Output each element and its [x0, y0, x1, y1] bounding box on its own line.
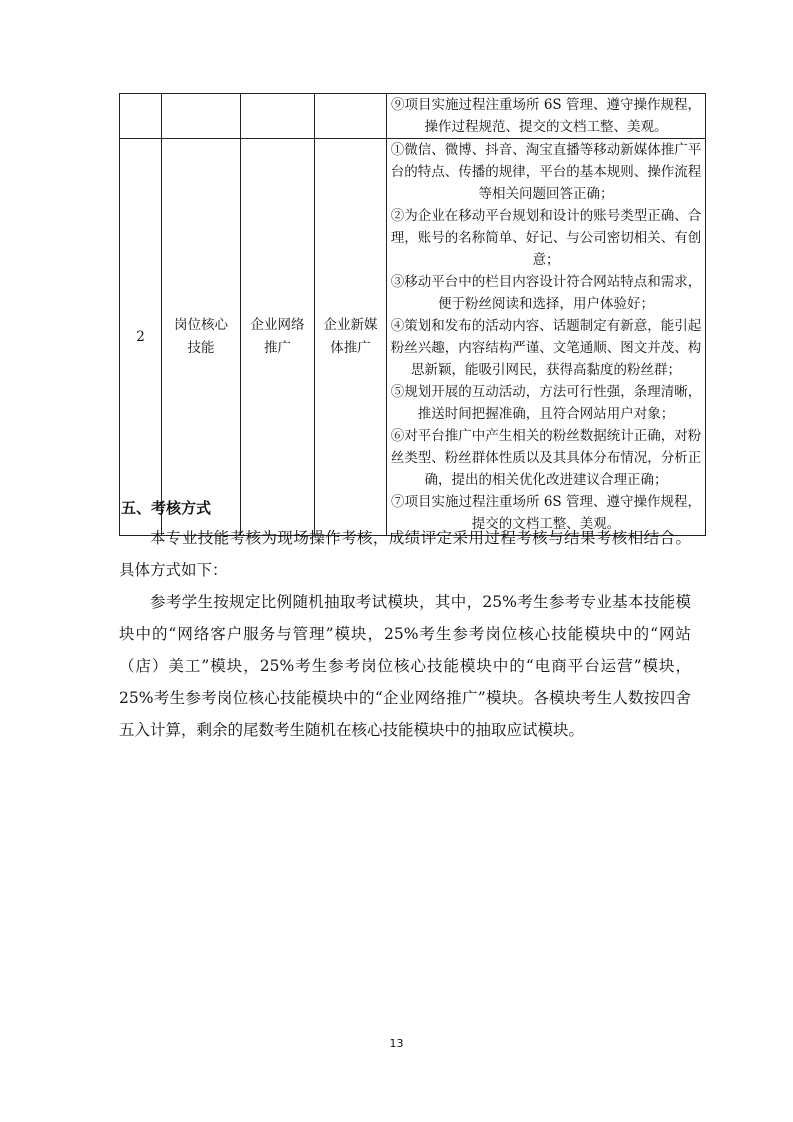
table-row-continued	[120, 94, 706, 139]
criterion-item-7: ⑦项目实施过程注重场所 6S 管理、遵守操作规程，提交的文档工整、美观。	[391, 494, 701, 532]
assessment-table	[119, 93, 706, 536]
row-number: 2	[136, 328, 145, 345]
cell-module	[241, 139, 315, 536]
criterion-item-1: ①微信、微博、抖音、淘宝直播等移动新媒体推广平台的特点、传播的规律，平台的基本规则、操作流程等相关问题回答正确；	[390, 142, 702, 202]
criterion-item-6: ⑥对平台推广中产生相关的粉丝数据统计正确，对粉丝类型、粉丝群体性质以及其具体分布情况，分析正确，提出的相关优化改进建议合理正确；	[390, 428, 702, 488]
cell-project	[315, 139, 387, 536]
cell-criteria-continued	[387, 94, 706, 139]
module-text: 企业网络推广	[250, 317, 305, 356]
criterion-item-5: ⑤规划开展的互动活动，方法可行性强，条理清晰，推送时间把握准确，且符合网站用户对象；	[390, 384, 702, 422]
paragraph-1: 本专业技能考核为现场操作考核，成绩评定采用过程考核与结果考核相结合。具体方式如下：	[119, 529, 691, 579]
cell-number-empty	[120, 94, 162, 139]
cell-number	[120, 139, 162, 536]
criterion-item: ⑨项目实施过程注重场所 6S 管理、遵守操作规程，操作过程规范、提交的文档工整、美观。	[391, 97, 701, 135]
project-text: 企业新媒体推广	[323, 317, 378, 356]
criterion-item-3: ③移动平台中的栏目内容设计符合网站特点和需求，便于粉丝阅读和选择，用户体验好；	[390, 274, 702, 312]
cell-category-empty	[162, 94, 241, 139]
body-text	[119, 522, 691, 746]
criterion-item-4: ④策划和发布的活动内容、话题制定有新意，能引起粉丝兴趣，内容结构严谨、文笔通顺、图文并茂、构思新颖，能吸引网民，获得高黏度的粉丝群；	[390, 318, 702, 378]
cell-category	[162, 139, 241, 536]
cell-criteria	[387, 139, 706, 536]
section-title: 五、考核方式	[121, 499, 212, 517]
paragraph-2: 参考学生按规定比例随机抽取考试模块，其中，25%考生参考专业基本技能模块中的“网络客户服务与管理”模块，25%考生参考岗位核心技能模块中的“网站（店）美工”模块，25%考生参考岗位核心技能模块中的“电商平台运营”模块，25%考生参考岗位核心技能模块中的“企业网络推广”模块。各模块考生人数按四舍五入计算，剩余的尾数考生随机在核心技能模块中的抽取应试模块。	[119, 593, 691, 739]
category-text: 岗位核心技能	[174, 317, 228, 356]
cell-project-empty	[315, 94, 387, 139]
page-number: 13	[389, 1037, 404, 1050]
cell-module-empty	[241, 94, 315, 139]
table-row-2	[120, 139, 706, 536]
criterion-item-2: ②为企业在移动平台规划和设计的账号类型正确、合理，账号的名称简单、好记、与公司密切相关、有创意；	[390, 208, 702, 268]
